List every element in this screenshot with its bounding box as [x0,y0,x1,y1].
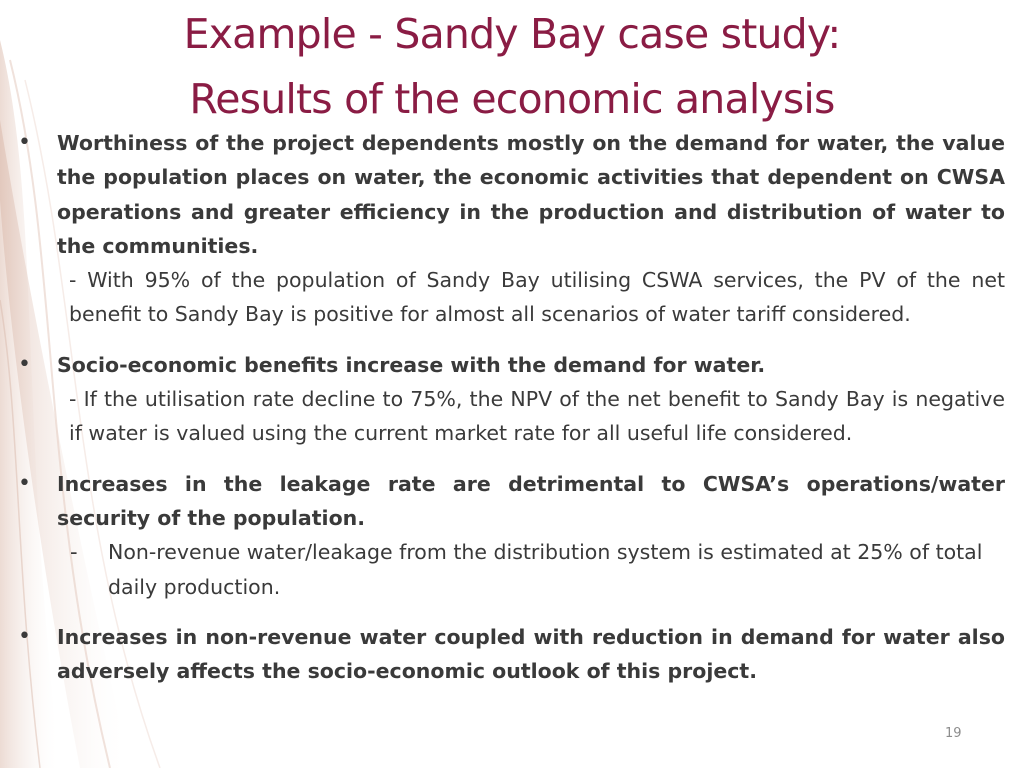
bullet-1 [0,126,1024,332]
bullet-symbol: • [18,470,31,496]
title-line-1: Example - Sandy Bay case study: [183,10,841,58]
page-number: 19 [945,726,962,741]
title-line-2: Results of the economic analysis [189,75,835,123]
bullet-2-text: Socio-economic benefits increase with the demand for water. [57,352,766,377]
bullet-symbol: • [18,130,31,155]
bullet-2-subtext: - If the utilisation rate decline to 75%, the NPV of the net benefit to Sandy Bay is negative if water is valued using the current market rate for all useful life considered. [69,387,1005,446]
bullet-3-subtext: Non-revenue water/leakage from the distribution system is estimated at 25% of total daily production. [108,540,983,599]
slide-title [0,2,1024,132]
bullet-2 [0,348,1024,451]
bullet-1-text: Worthiness of the project dependents mostly on the demand for water, the value the population places on water, the economic activities that dependent on CWSA operations and greater efficiency in the production and distribution of water to the communities. [57,131,1005,258]
bullet-symbol: • [18,623,31,649]
bullet-1-subtext: - With 95% of the population of Sandy Bay utilising CSWA services, the PV of the net benefit to Sandy Bay is positive for almost all scenarios of water tariff considered. [69,268,1005,327]
bullet-3-subitem [0,535,1024,604]
bullet-3 [0,467,1024,604]
bullet-4-text: Increases in non-revenue water coupled with reduction in demand for water also adversely affects the socio-economic outlook of this project. [57,624,1005,684]
bullet-4 [0,620,1024,689]
bullet-symbol: • [18,351,31,377]
sub-dash-symbol: - [70,540,78,565]
slide-content [0,126,1024,688]
bullet-3-text: Increases in the leakage rate are detrimental to CWSA’s operations/water security of the population. [57,471,1005,530]
